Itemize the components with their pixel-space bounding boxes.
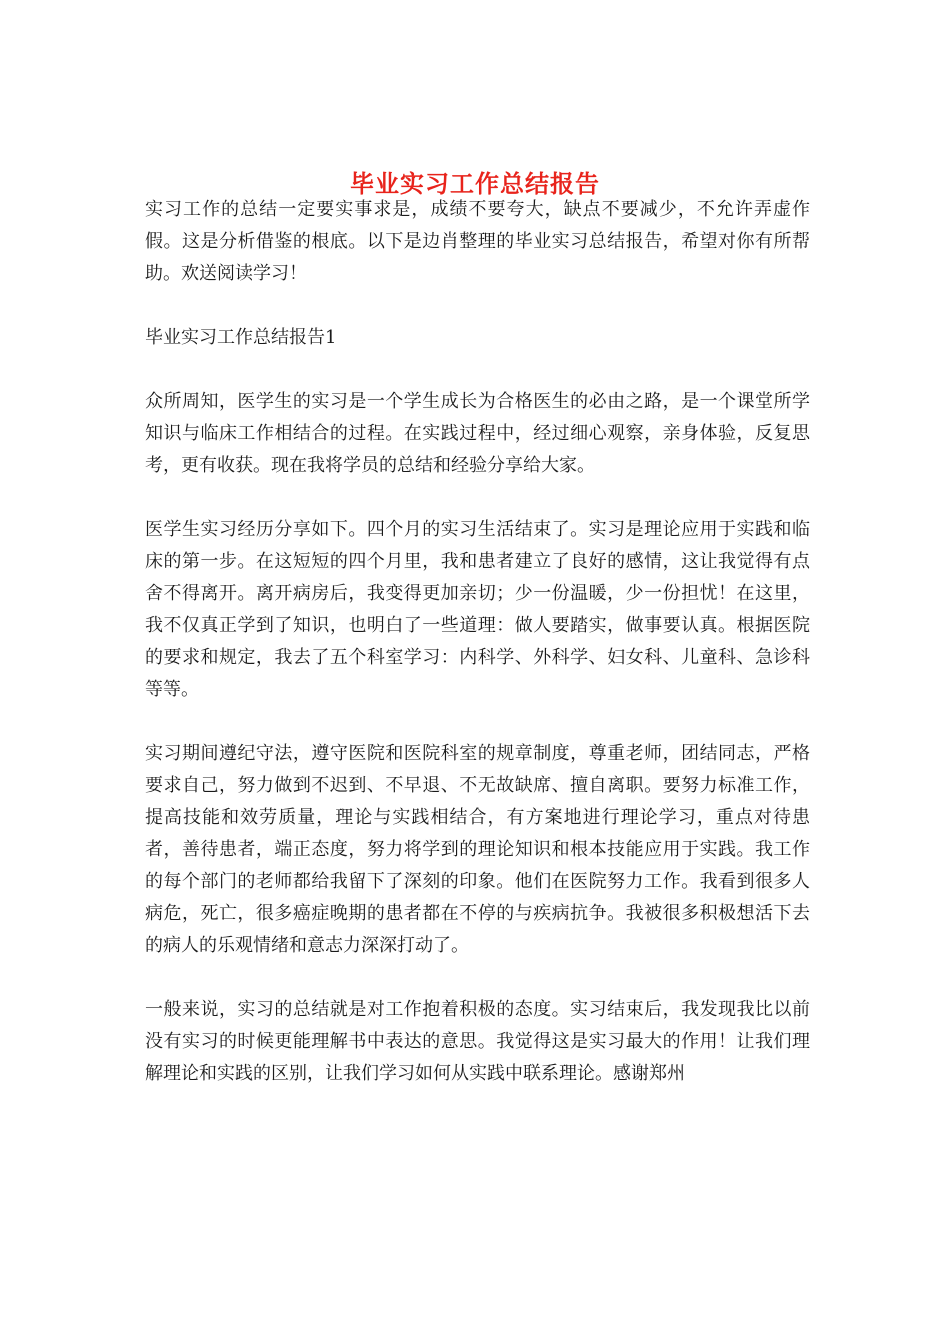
section-heading: 毕业实习工作总结报告1: [145, 327, 337, 348]
document-title: 毕业实习工作总结报告: [350, 169, 600, 199]
body-paragraph: 医学生实习经历分享如下。四个月的实习生活结束了。实习是理论应用于实践和临床的第一步。在这短短的四个月里，我和患者建立了良好的感情，这让我觉得有点舍不得离开。离开病房后，我变得更加亲切；少一份温暖，少一份担忧！在这里，我不仅真正学到了知识，也明白了一些道理：做人要踏实，做事要认真。根据医院的要求和规定，我去了五个科室学习：内科学、外科学、妇女科、儿童科、急诊科等等。: [145, 519, 810, 700]
document-body: [145, 194, 810, 1090]
body-paragraph: 一般来说，实习的总结就是对工作抱着积极的态度。实习结束后，我发现我比以前没有实习的时候更能理解书中表达的意思。我觉得这是实习最大的作用！让我们理解理论和实践的区别，让我们学习如何从实践中联系理论。感谢郑州: [145, 999, 810, 1084]
body-paragraph: 众所周知，医学生的实习是一个学生成长为合格医生的必由之路，是一个课堂所学知识与临床工作相结合的过程。在实践过程中，经过细心观察，亲身体验，反复思考，更有收获。现在我将学员的总结和经验分享给大家。: [145, 391, 810, 476]
body-paragraph: 实习期间遵纪守法，遵守医院和医院科室的规章制度，尊重老师，团结同志，严格要求自己，努力做到不迟到、不早退、不无故缺席、擅自离职。要努力标准工作，提高技能和效劳质量，理论与实践相结合，有方案地进行理论学习，重点对待患者，善待患者，端正态度，努力将学到的理论知识和根本技能应用于实践。我工作的每个部门的老师都给我留下了深刻的印象。他们在医院努力工作。我看到很多人病危，死亡，很多癌症晚期的患者都在不停的与疾病抗争。我被很多积极想活下去的病人的乐观情绪和意志力深深打动了。: [145, 743, 810, 956]
intro-paragraph: 实习工作的总结一定要实事求是，成绩不要夸大，缺点不要减少，不允许弄虚作假。这是分析借鉴的根底。以下是边肖整理的毕业实习总结报告，希望对你有所帮助。欢送阅读学习！: [145, 199, 810, 284]
